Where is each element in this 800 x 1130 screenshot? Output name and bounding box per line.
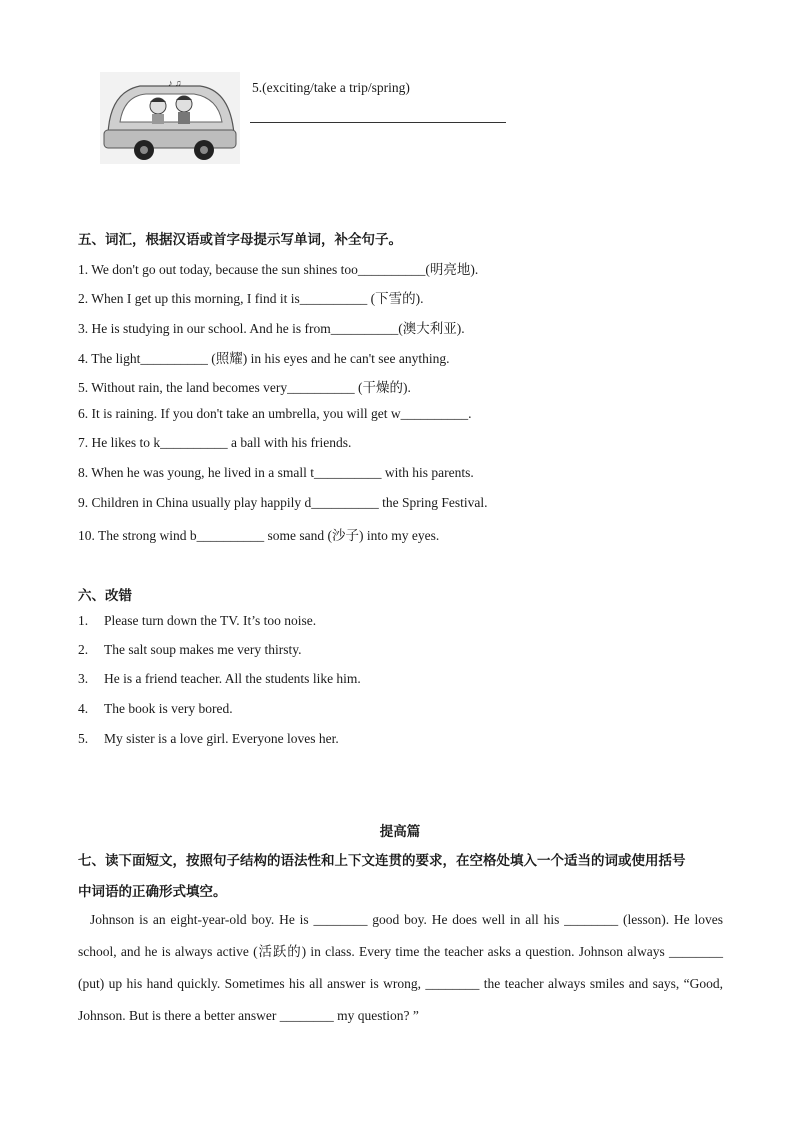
- section6-item: [78, 701, 233, 717]
- section5-item: 10. The strong wind b__________ some sand (沙子) into my eyes.: [78, 528, 440, 543]
- section5-item: 5. Without rain, the land becomes very__________ (干燥的).: [78, 380, 411, 395]
- section5-title: 五、词汇，根据汉语或首字母提示写单词，补全句子。: [78, 232, 402, 248]
- item-number: 5.: [78, 731, 89, 746]
- section6-item: [78, 671, 361, 687]
- section7-title-line1: 七、读下面短文，按照句子结构的语法性和上下文连贯的要求，在空格处填入一个适当的词或使用括号: [78, 853, 686, 869]
- section6-item: [78, 731, 339, 747]
- item-number: 3.: [78, 671, 89, 686]
- car-trip-illustration: [100, 72, 240, 164]
- item-text: The book is very bored.: [104, 701, 233, 716]
- item-text: My sister is a love girl. Everyone loves her.: [104, 731, 339, 746]
- section7-title-line2: 中词语的正确形式填空。: [78, 884, 227, 900]
- item5-answer-line[interactable]: [250, 122, 506, 123]
- item-number: 1.: [78, 613, 89, 628]
- section5-item: 4. The light__________ (照耀) in his eyes and he can't see anything.: [78, 351, 450, 366]
- section5-item: 8. When he was young, he lived in a small t__________ with his parents.: [78, 465, 474, 480]
- item-text: Please turn down the TV. It’s too noise.: [104, 613, 317, 628]
- section5-item: 9. Children in China usually play happily d__________ the Spring Festival.: [78, 495, 488, 510]
- item-text: He is a friend teacher. All the students like him.: [104, 671, 361, 686]
- section6-title: 六、改错: [78, 588, 132, 604]
- section6-item: [78, 613, 316, 629]
- item-text: The salt soup makes me very thirsty.: [104, 642, 302, 657]
- svg-text:♪ ♫: ♪ ♫: [168, 78, 182, 88]
- advanced-title: 提高篇: [379, 824, 421, 840]
- item5-prompt: 5.(exciting/take a trip/spring): [252, 80, 410, 95]
- item-number: 4.: [78, 701, 89, 716]
- item-number: 2.: [78, 642, 89, 657]
- section5-item: 2. When I get up this morning, I find it is__________ (下雪的).: [78, 291, 424, 306]
- section5-item: 6. It is raining. If you don't take an umbrella, you will get w__________.: [78, 406, 472, 421]
- cloze-passage: Johnson is an eight-year-old boy. He is ________ good boy. He does well in all his ________ (lesson). He loves school, and he is always active (活跃的) in class. Every time the teacher asks a question. Johnson always ________ (put) up his hand quickly. Sometimes his all answer is wrong, ________ the teacher always smiles and says, “Good, Johnson. But is there a better answer ________ my question? ”: [78, 912, 723, 1023]
- section6-item: [78, 642, 301, 658]
- section5-item: 1. We don't go out today, because the sun shines too__________(明亮地).: [78, 262, 479, 277]
- section5-item: 3. He is studying in our school. And he is from__________(澳大利亚).: [78, 321, 465, 336]
- section5-item: 7. He likes to k__________ a ball with his friends.: [78, 435, 352, 450]
